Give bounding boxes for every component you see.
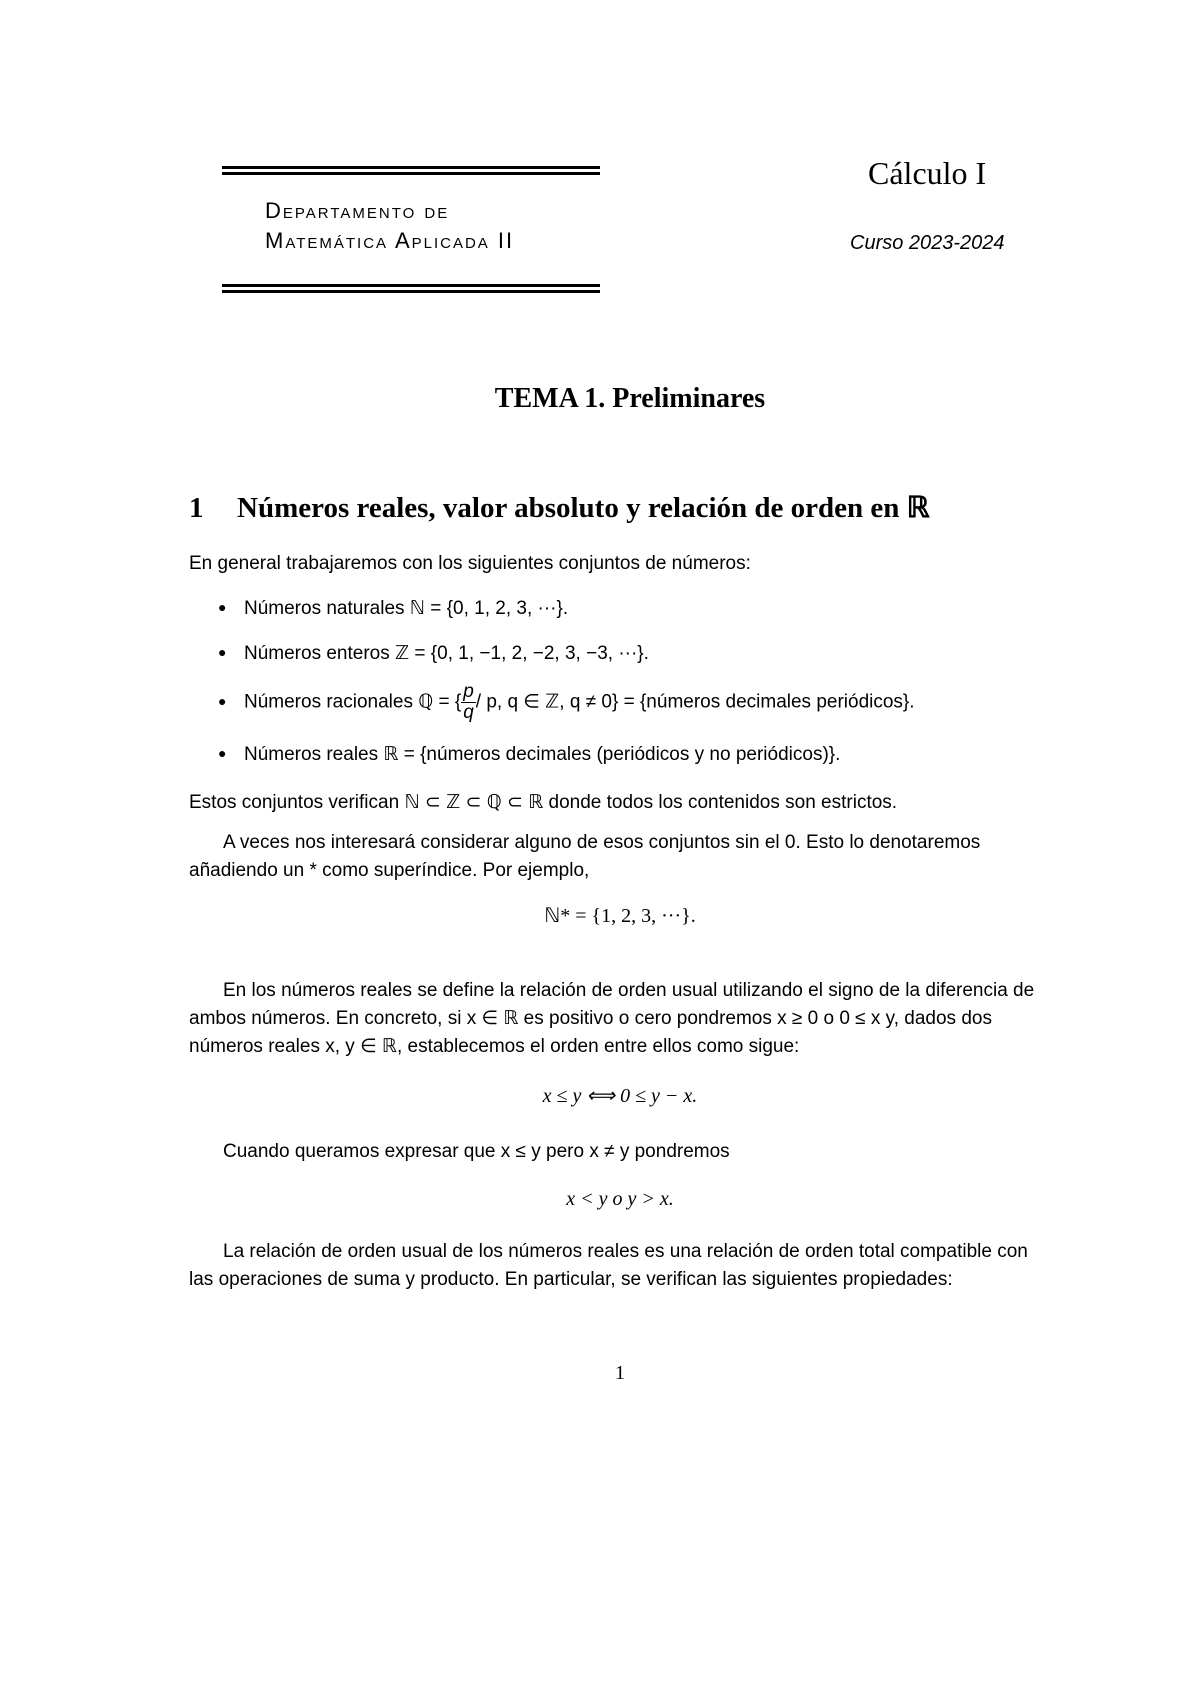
intro-paragraph: En general trabajaremos con los siguientes conjuntos de números: (189, 553, 751, 574)
course-title: Cálculo I (868, 155, 987, 191)
page-number: 1 (615, 1362, 625, 1384)
header-bottom-rule (222, 284, 600, 293)
section-number: 1 (189, 492, 204, 524)
list-item-text: / p, q ∈ ℤ, q ≠ 0} = {números decimales periódicos}. (475, 691, 915, 713)
equation: ℕ* = {1, 2, 3, ···}. (544, 905, 696, 927)
fraction (461, 682, 476, 723)
header-top-rule (222, 166, 600, 175)
bullet-icon: ● (218, 644, 227, 660)
paragraph: Estos conjuntos verifican ℕ ⊂ ℤ ⊂ ℚ ⊂ ℝ donde todos los contenidos son estrictos. (189, 792, 898, 813)
list-item-text: Números naturales ℕ = {0, 1, 2, 3, ···}. (244, 598, 569, 619)
bullet-icon: ● (218, 599, 227, 615)
bullet-icon: ● (218, 692, 227, 709)
paragraph: Cuando queramos expresar que x ≤ y pero x ≠ y pondremos (223, 1141, 730, 1162)
list-item-text: Números reales ℝ = {números decimales (periódicos y no periódicos)}. (244, 744, 841, 765)
department-line-2: Matemática Aplicada II (265, 228, 515, 253)
section-heading (189, 490, 930, 525)
list-item (218, 682, 915, 723)
bullet-icon: ● (218, 745, 227, 761)
paragraph: En los números reales se define la relación de orden usual utilizando el signo de la diferencia de ambos números. En concreto, si x ∈ ℝ es positivo o cero pondremos x ≥ 0 o 0 ≤ x y, dados dos números reales x, y ∈ ℝ, establecemos el orden entre ellos como sigue: (189, 980, 1035, 1057)
department-line-1: Departamento de (265, 198, 450, 223)
fraction-numerator: p (463, 681, 474, 702)
course-year: Curso 2023-2024 (850, 232, 1005, 254)
paragraph: La relación de orden usual de los números reales es una relación de orden total compatible con las operaciones de suma y producto. En particular, se verifican las siguientes propiedades: (189, 1241, 1028, 1290)
list-item-text: Números racionales ℚ = { (244, 691, 462, 713)
list-item-text: Números enteros ℤ = {0, 1, −1, 2, −2, 3, −3, ···}. (244, 643, 649, 664)
fraction-denominator: q (463, 702, 474, 723)
list-item (218, 597, 568, 620)
paragraph: A veces nos interesará considerar alguno de esos conjuntos sin el 0. Esto lo denotaremos añadiendo un * como superíndice. Por ejemplo, (189, 832, 981, 881)
section-title: Números reales, valor absoluto y relación de orden en ℝ (237, 492, 930, 524)
department-name (265, 196, 514, 256)
equation: x ≤ y ⟺ 0 ≤ y − x. (542, 1085, 698, 1107)
equation: x < y o y > x. (566, 1188, 674, 1210)
list-item (218, 743, 840, 766)
list-item (218, 642, 649, 665)
document-title: TEMA 1. Preliminares (494, 383, 766, 414)
